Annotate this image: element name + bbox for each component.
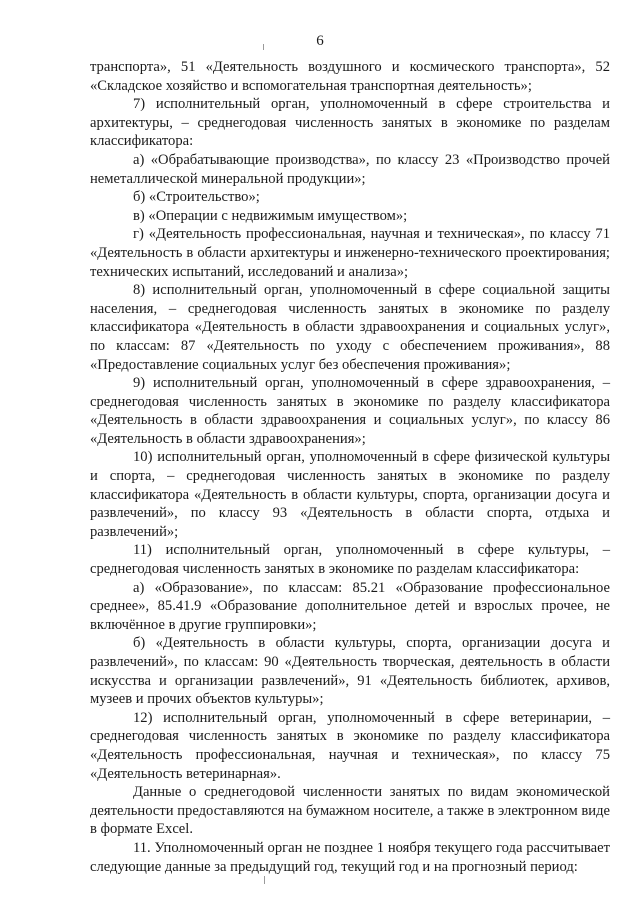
paragraph-section-11: 11. Уполномоченный орган не позднее 1 ноября текущего года рассчитывает следующие данные за предыдущий год, текущий год и на прогнозный период: <box>90 839 610 875</box>
paragraph-item-8-social-protection: 8) исполнительный орган, уполномоченный в сфере социальной защиты населения, – среднегодовая численность занятых в экономике по разделу классификатора «Деятельность в области здравоохранения и социальных услуг», по классам: 87 «Деятельность по уходу с обеспечением проживания», 88 «Предоставление социальных услуг без обеспечения проживания»; <box>90 282 610 373</box>
document-body <box>90 58 610 876</box>
paragraph-transport-continuation: транспорта», 51 «Деятельность воздушного и космического транспорта», 52 «Складское хозяйство и вспомогательная транспортная деятельность»; <box>90 59 610 94</box>
paragraph-item-12-veterinary: 12) исполнительный орган, уполномоченный в сфере ветеринарии, – среднегодовая численность занятых в экономике по разделу классификатора «Деятельность профессиональная, научная и техническая», по классу 75 «Деятельность ветеринарная». <box>90 709 610 782</box>
paragraph-item-11b: б) «Деятельность в области культуры, спорта, организации досуга и развлечений», по классам: 90 «Деятельность творческая, деятельность в области искусства и организации развлечений», 91 «Деятельность библиотек, архивов, музеев и прочих объектов культуры»; <box>90 635 610 708</box>
paragraph-item-7a: а) «Обрабатывающие производства», по классу 23 «Производство прочей неметаллической минеральной продукции»; <box>90 151 610 187</box>
paragraph-item-11a: а) «Образование», по классам: 85.21 «Образование профессиональное среднее», 85.41.9 «Образование дополнительное детей и взрослых прочее, не включённое в другие группировки»; <box>90 579 610 633</box>
paragraph-item-9-healthcare: 9) исполнительный орган, уполномоченный в сфере здравоохранения, – среднегодовая численность занятых в экономике по разделу классификатора «Деятельность в области здравоохранения и социальных услуг», по классу 86 «Деятельность в области здравоохранения»; <box>90 375 610 447</box>
paragraph-item-7v: в) «Операции с недвижимым имуществом»; <box>133 207 408 224</box>
page-number: 6 <box>316 33 324 49</box>
paragraph-item-7-construction: 7) исполнительный орган, уполномоченный в сфере строительства и архитектуры, – среднегодовая численность занятых в экономике по разделам классификатора: <box>90 96 610 150</box>
paragraph-item-7g: г) «Деятельность профессиональная, научная и техническая», по классу 71 «Деятельность в области архитектуры и инженерно-технического проектирования; технических испытаний, исследований и анализа»; <box>90 226 610 280</box>
paragraph-item-7b: б) «Строительство»; <box>133 189 260 206</box>
paragraph-data-format: Данные о среднегодовой численности занятых по видам экономической деятельности предоставляются на бумажном носителе, а также в электронном виде в формате Excel. <box>90 784 610 838</box>
scan-mark <box>264 876 265 884</box>
paragraph-item-10-sport: 10) исполнительный орган, уполномоченный в сфере физической культуры и спорта, – среднегодовая численность занятых в экономике по разделу классификатора «Деятельность в области культуры, спорта, организации досуга и развлечений», по классу 93 «Деятельность в области спорта, отдыха и развлечений»; <box>90 449 610 540</box>
paragraph-item-11-culture: 11) исполнительный орган, уполномоченный в сфере культуры, – среднегодовая численность занятых в экономике по разделам классификатора: <box>90 542 610 578</box>
